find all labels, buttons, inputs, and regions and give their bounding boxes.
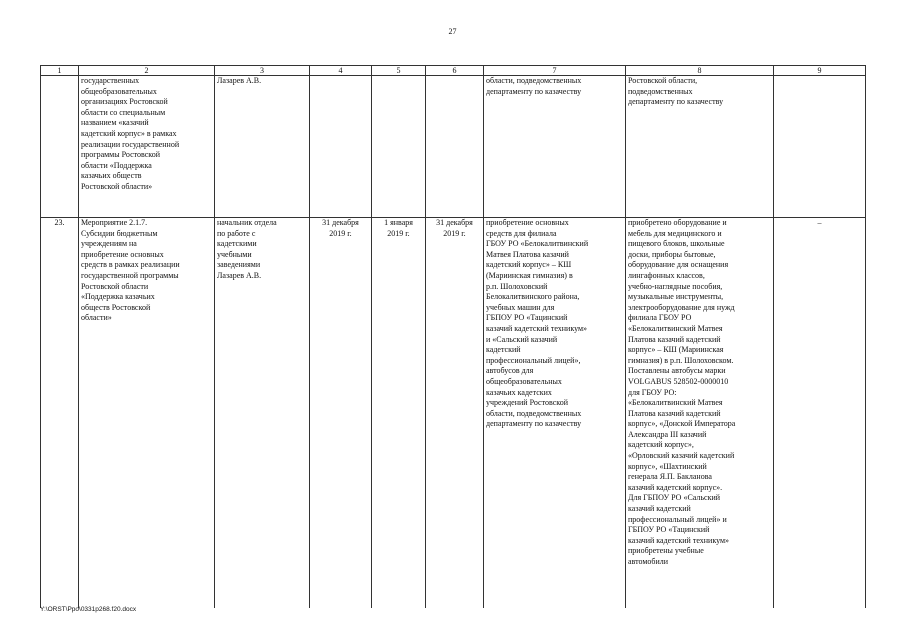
cell-plan-date: [310, 76, 372, 218]
cell-end-date: [426, 76, 484, 218]
header-col-7: 7: [484, 66, 626, 76]
file-path-footer: Y:\ORST\Ppo\0331p268.f20.docx: [40, 606, 137, 613]
cell-measure-name: Мероприятие 2.1.7. Субсидии бюджетным учреждениям на приобретение основных средств в рамках реализации государственной программы Ростовской области «Поддержка казачьих обществ Ростовской области»: [79, 218, 215, 609]
cell-notes: –: [774, 218, 866, 609]
header-col-2: 2: [79, 66, 215, 76]
header-col-5: 5: [372, 66, 426, 76]
cell-measure-name: государственных общеобразовательных организациях Ростовской области со специальным названием «казачий кадетский корпус» в рамках реализации государственной программы Ростовской области «Поддержка казачьих обществ Ростовской области»: [79, 76, 215, 218]
header-col-9: 9: [774, 66, 866, 76]
page-number: 27: [448, 27, 457, 36]
header-col-1: 1: [41, 66, 79, 76]
table-header-row: [41, 66, 866, 76]
cell-responsible: Лазарев А.В.: [215, 76, 310, 218]
cell-notes: [774, 76, 866, 218]
table-row-23: [41, 218, 866, 609]
cell-end-date: 31 декабря 2019 г.: [426, 218, 484, 609]
cell-planned-result: области, подведомственных департаменту по казачеству: [484, 76, 626, 218]
cell-actual-result: приобретено оборудование и мебель для медицинского и пищевого блоков, школьные доски, приборы бытовые, оборудование для оснащения лингафонных классов, учебно-наглядные пособия, музыкальные инструменты, электрооборудование для нужд филиала ГБОУ РО «Белокалитвинский Матвея Платова казачий кадетский корпус» – КШ (Мариинская гимназия) в р.п. Шолоховском. Поставлены автобусы марки VOLGABUS 528502-0000010 для ГБОУ РО: «Белокалитвинский Матвея Платова казачий кадетский корпус», «Донской Императора Александра III казачий кадетский корпус», «Орловский казачий кадетский корпус», «Шахтинский генерала Я.П. Бакланова казачий кадетский корпус». Для ГБПОУ РО «Сальский казачий кадетский профессиональный лицей» и ГБПОУ РО «Тацинский казачий кадетский техникум» приобретены учебные автомобили: [626, 218, 774, 609]
measures-table: [40, 65, 866, 608]
cell-planned-result: приобретение основных средств для филиала ГБОУ РО «Белокалитвинский Матвея Платова казачий кадетский корпус» – КШ (Мариинская гимназия) в р.п. Шолоховский Белокалитвинского района, учебных машин для ГБПОУ РО «Тацинский казачий кадетский техникум» и «Сальский казачий кадетский профессиональный лицей», автобусов для общеобразовательных казачьих кадетских учреждений Ростовской области, подведомственных департаменту по казачеству: [484, 218, 626, 609]
cell-actual-result: Ростовской области, подведомственных департаменту по казачеству: [626, 76, 774, 218]
cell-responsible: начальник отдела по работе с кадетскими учебными заведениями Лазарев А.В.: [215, 218, 310, 609]
header-col-6: 6: [426, 66, 484, 76]
header-col-8: 8: [626, 66, 774, 76]
table-row-continued: [41, 76, 866, 218]
cell-num: [41, 76, 79, 218]
cell-start-date: 1 января 2019 г.: [372, 218, 426, 609]
header-col-4: 4: [310, 66, 372, 76]
cell-plan-date: 31 декабря 2019 г.: [310, 218, 372, 609]
header-col-3: 3: [215, 66, 310, 76]
cell-num: 23.: [41, 218, 79, 609]
cell-start-date: [372, 76, 426, 218]
